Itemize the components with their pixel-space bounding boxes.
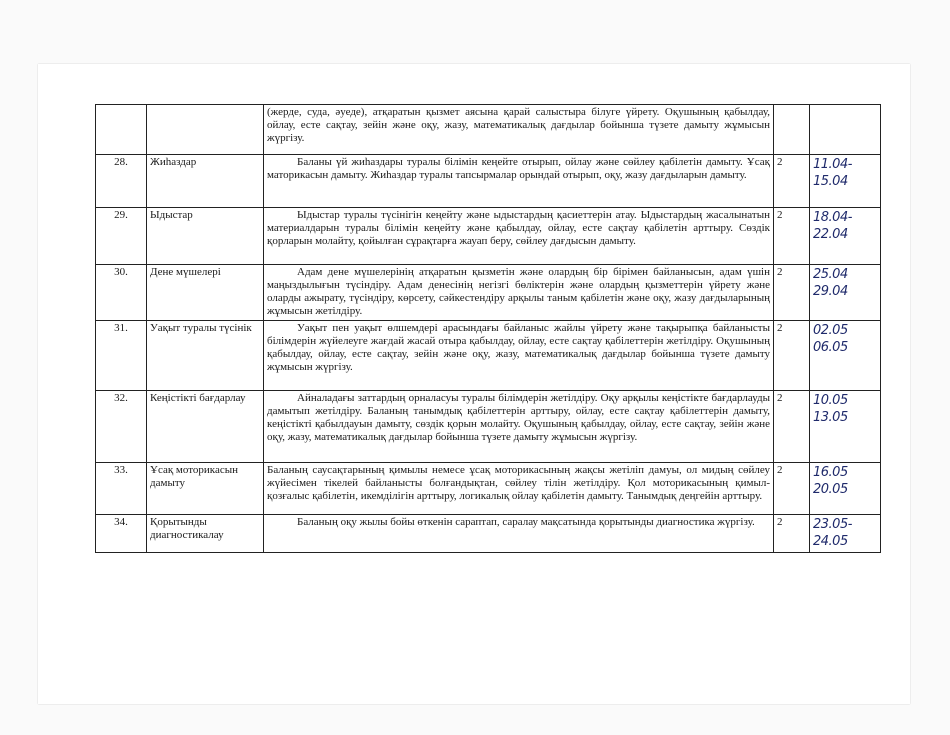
row-number: 30.	[96, 265, 147, 321]
row-hours: 2	[774, 391, 810, 463]
row-description-text: Уақыт пен уақыт өлшемдері арасындағы байланыс жайлы үйрету және тақырыпқа байланысты білімдерін жүйелеуге жағдай жасай отыра қабылдау, ойлау, есте сақтау қабілеттерін жетілдіру. Оқушының қабылдау, ойлау, есте сақтау, зейін және оқу, жазу, математикалық дағдылар бойынша түзете дамыту жұмысын жүргізу.	[267, 322, 770, 373]
row-description	[264, 463, 774, 515]
row-description-text: Адам дене мүшелерінің атқаратын қызметін және олардың бір бірімен байланысын, адам үшін маңыздылығын түсіндіру. Адам денесінің негізгі бөліктерін және олардың қызметтерін үйрету және оларды ажырату, түсіндіру, көрсету, сәйкестендіру арқылы таным қабілетін және оқу, жазу дағдыларының жұмысын жетілдіру.	[267, 266, 770, 317]
row-dates	[810, 515, 881, 553]
table-row	[96, 155, 881, 208]
table-row	[96, 265, 881, 321]
row-topic: Уақыт туралы түсінік	[147, 321, 264, 391]
row-topic: Ыдыстар	[147, 208, 264, 265]
row-dates	[810, 463, 881, 515]
row-topic: Қорытынды диагностикалау	[147, 515, 264, 553]
row-dates	[810, 321, 881, 391]
row-hours: 2	[774, 515, 810, 553]
date-to: 06.05	[813, 340, 848, 355]
date-from: 18.04-	[813, 210, 852, 225]
row-hours: 2	[774, 463, 810, 515]
row-description-text: Ыдыстар туралы түсінігін кеңейту және ыдыстардың қасиеттерін атау. Ыдыстардың жасалынатын материалдарын туралы білімін кеңейту және қабылдау, ойлау, есте сақтау қабілетін арттыру. Сөздік қорларын молайту, қойылған сұрақтарға жауап беру, сөйлеу дағдысын дамыту.	[267, 209, 770, 247]
date-to: 24.05	[813, 534, 848, 549]
lesson-plan-table	[95, 104, 881, 553]
date-to: 29.04	[813, 284, 848, 299]
row-description	[264, 391, 774, 463]
row-hours: 2	[774, 321, 810, 391]
table-row	[96, 391, 881, 463]
row-description-text: (жерде, суда, әуеде), атқаратын қызмет аясына қарай салыстыра білуге үйрету. Оқушының қабылдау, ойлау, есте сақтау, зейін және оқу, жазу, математикалық дағдылар бойынша түзете дамыту жұмысын жүргізу.	[267, 106, 770, 144]
row-number: 32.	[96, 391, 147, 463]
row-topic: Ұсақ моторикасын дамыту	[147, 463, 264, 515]
row-description-text: Баланың оқу жылы бойы өткенін сараптап, саралау мақсатында қорытынды диагностика жүргізу.	[297, 516, 755, 528]
row-number: 29.	[96, 208, 147, 265]
date-from: 02.05	[813, 323, 848, 338]
row-description	[264, 105, 774, 155]
date-to: 15.04	[813, 174, 848, 189]
row-hours: 2	[774, 155, 810, 208]
row-dates	[810, 391, 881, 463]
date-to: 13.05	[813, 410, 848, 425]
table-row	[96, 105, 881, 155]
row-description	[264, 155, 774, 208]
row-dates	[810, 155, 881, 208]
row-topic: Кеңістікті бағдарлау	[147, 391, 264, 463]
row-hours	[774, 105, 810, 155]
row-description	[264, 208, 774, 265]
row-description-text: Айналадағы заттардың орналасуы туралы білімдерін жетілдіру. Оқу арқылы кеңістікте бағдарлауды дамытып жетілдіру. Баланың танымдық қабілеттерін арттыру, ойлау, есте сақтау қабілеттерін дамыту, кеңістікті қабылдауын дамыту, сөздік қорын молайту. Оқушының қабылдау, ойлау, есте сақтау, зейін және оқу, жазу, математикалық дағдылар бойынша түзете дамыту жұмысын жүргізу.	[267, 392, 770, 443]
table-row	[96, 515, 881, 553]
table-row	[96, 321, 881, 391]
row-number: 34.	[96, 515, 147, 553]
table-row	[96, 463, 881, 515]
row-description	[264, 321, 774, 391]
date-from: 23.05-	[813, 517, 852, 532]
row-description	[264, 265, 774, 321]
row-description-text: Баланы үй жиһаздары туралы білімін кеңейте отырып, ойлау және сөйлеу қабілетін дамыту. Ұсақ маторикасын дамыту. Жиһаздар туралы тапсырмалар орындай отырып, оқу, жазу дағдыларын дамыту.	[267, 156, 770, 181]
table-row	[96, 208, 881, 265]
row-description-text: Баланың саусақтарының қимылы немесе ұсақ моторикасының жақсы жетіліп дамуы, ол мидың сөйлеу жүйесімен тікелей байланысты болғандықтан, сөйлеу тілін жетілдіру. Қол моторикасының қимыл-қозғалыс қабілетін, икемділігін арттыру, логикалық ойлау қабілетін дамыту. Танымдық деңгейін арттыру.	[267, 464, 770, 502]
row-dates	[810, 208, 881, 265]
row-number	[96, 105, 147, 155]
date-to: 22.04	[813, 227, 848, 242]
row-description	[264, 515, 774, 553]
date-to: 20.05	[813, 482, 848, 497]
row-hours: 2	[774, 208, 810, 265]
date-from: 16.05	[813, 465, 848, 480]
date-from: 25.04	[813, 267, 848, 282]
row-number: 31.	[96, 321, 147, 391]
row-topic: Дене мүшелері	[147, 265, 264, 321]
date-from: 11.04-	[813, 157, 852, 172]
row-hours: 2	[774, 265, 810, 321]
row-number: 33.	[96, 463, 147, 515]
date-from: 10.05	[813, 393, 848, 408]
row-dates	[810, 105, 881, 155]
row-topic	[147, 105, 264, 155]
row-topic: Жиһаздар	[147, 155, 264, 208]
row-dates	[810, 265, 881, 321]
row-number: 28.	[96, 155, 147, 208]
